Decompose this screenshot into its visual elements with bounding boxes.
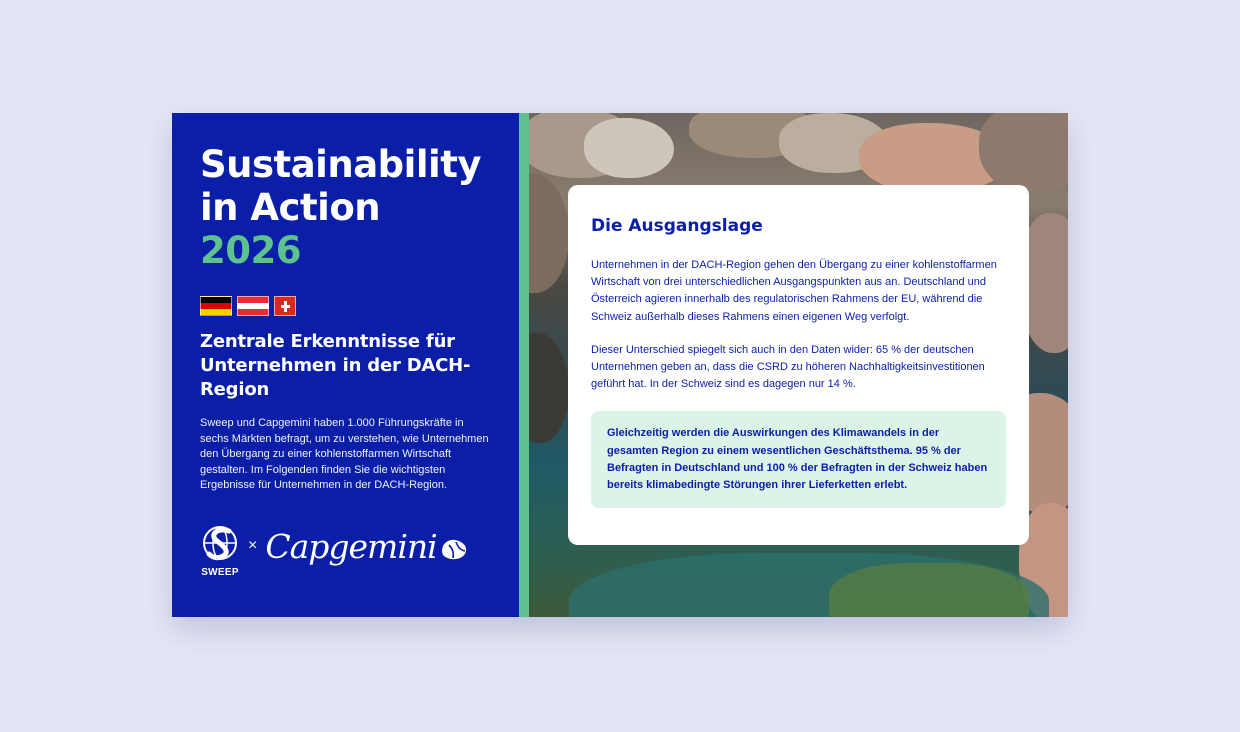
sweep-logo: [200, 523, 240, 578]
country-flags: [200, 296, 491, 316]
panel-heading: Die Ausgangslage: [591, 216, 763, 236]
logo-separator: ×: [248, 537, 258, 554]
paragraph-1: Unternehmen in der DACH-Region gehen den Übergang zu einer kohlenstoffarmen Wirtschaft von drei unterschiedlichen Ausgangspunkten aus an. Deutschland und Österreich agieren innerhalb des regulatorischen Rahmens der EU, während die Schweiz außerhalb dieses Rahmens einen eigenen Weg verfolgt.: [591, 259, 997, 323]
flag-germany-icon: [200, 296, 232, 316]
title-line-2: in Action: [200, 186, 381, 229]
capgemini-wordmark: Capgemini: [265, 527, 437, 566]
report-year: 2026: [200, 229, 301, 272]
title-line-1: Sustainability: [200, 143, 481, 186]
cover-panel: [172, 113, 519, 617]
river-rocks-photo: [529, 113, 1068, 617]
report-title: [200, 143, 491, 272]
capgemini-spade-icon: [439, 537, 469, 561]
partner-logos: [200, 523, 469, 578]
flag-switzerland-icon: [274, 296, 296, 316]
report-subtitle: Zentrale Erkenntnisse für Unternehmen in der DACH-Region: [200, 331, 471, 400]
report-card: [172, 113, 1068, 617]
sweep-wordmark: SWEEP: [201, 567, 239, 578]
intro-text: Sweep und Capgemini haben 1.000 Führungskräfte in sechs Märkten befragt, um zu verstehen, wie Unternehmen den Übergang zu einer kohlenstoffarmen Wirtschaft gestalten. Im Folgenden finden Sie die wichtigsten Ergebnisse für Unternehmen in der DACH-Region.: [200, 417, 489, 492]
starting-situation-panel: [568, 185, 1029, 545]
flag-austria-icon: [237, 296, 269, 316]
accent-stripe: [519, 113, 529, 617]
sweep-globe-icon: [203, 523, 237, 563]
paragraph-2: Dieser Unterschied spiegelt sich auch in den Daten wider: 65 % der deutschen Unternehmen geben an, dass die CSRD zu höheren Nachhaltigkeitsinvestitionen geführt hat. In der Schweiz sind es dagegen nur 14 %.: [591, 343, 985, 391]
highlight-box: Gleichzeitig werden die Auswirkungen des Klimawandels in der gesamten Region zu einem wesentlichen Geschäftsthema. 95 % der Befragten in Deutschland und 100 % der Befragten in der Schweiz haben bereits klimabedingte Störungen ihrer Lieferketten erlebt.: [591, 411, 1006, 508]
